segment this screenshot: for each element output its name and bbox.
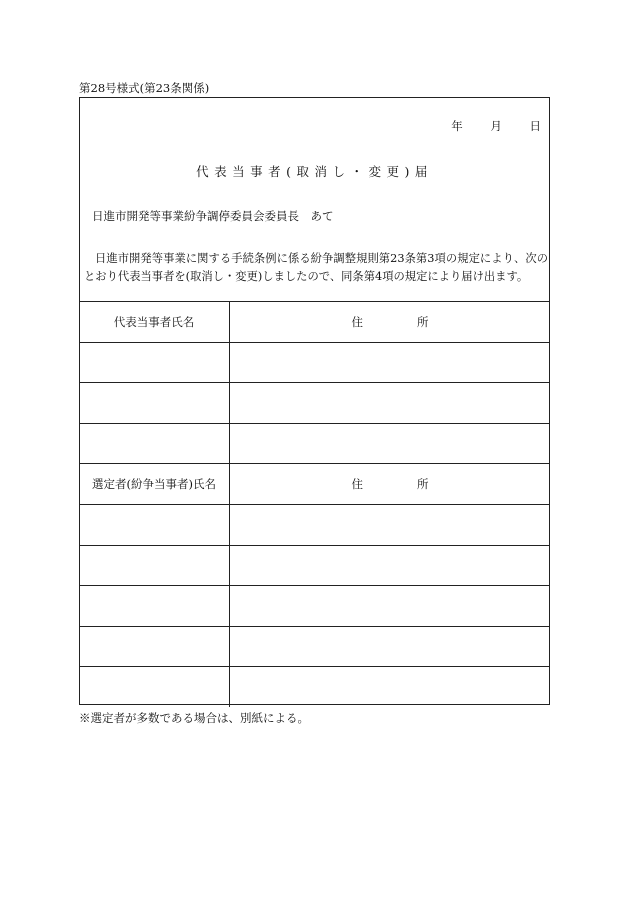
elector-name-header: 選定者(紛争当事者)氏名 [79, 464, 230, 505]
addressee: 日進市開発等事業紛争調停委員会委員長 あて [92, 209, 334, 223]
address-header-char-1: 住 [351, 477, 363, 492]
table-row [79, 626, 550, 667]
year-label: 年 [451, 119, 463, 133]
name-cell[interactable] [79, 342, 230, 383]
representative-table [79, 301, 550, 707]
table-row [79, 586, 550, 627]
month-label: 月 [490, 119, 502, 133]
name-cell[interactable] [79, 667, 230, 707]
name-cell[interactable] [79, 504, 230, 545]
body-text: 日進市開発等事業に関する手続条例に係る紛争調整規則第23条第3項の規定により、次のとおり代表当事者を(取消し・変更)しましたので、同条第4項の規定により届け出ます。 [84, 252, 548, 283]
name-cell[interactable] [79, 626, 230, 667]
address-header-char-2: 所 [417, 314, 429, 329]
table-row [79, 545, 550, 586]
table-row [79, 342, 550, 383]
address-cell[interactable] [230, 342, 551, 383]
table-header-row [79, 302, 550, 343]
address-cell[interactable] [230, 667, 551, 707]
name-cell[interactable] [79, 423, 230, 464]
footnote: ※選定者が多数である場合は、別紙による。 [79, 711, 309, 725]
table-row [79, 504, 550, 545]
table-row [79, 383, 550, 424]
name-cell[interactable] [79, 545, 230, 586]
address-header [230, 464, 551, 505]
form-number: 第28号様式(第23条関係) [79, 81, 210, 95]
address-cell[interactable] [230, 423, 551, 464]
address-header-char-2: 所 [417, 477, 429, 492]
date-line [79, 118, 541, 134]
address-header-char-1: 住 [351, 314, 363, 329]
address-cell[interactable] [230, 504, 551, 545]
representative-name-header: 代表当事者氏名 [79, 302, 230, 343]
table-row [79, 667, 550, 707]
table-row [79, 423, 550, 464]
table-header-row [79, 464, 550, 505]
address-cell[interactable] [230, 586, 551, 627]
address-header [230, 302, 551, 343]
address-cell[interactable] [230, 626, 551, 667]
day-label: 日 [529, 119, 541, 133]
document-title: 代表当事者(取消し・変更)届 [196, 164, 433, 179]
name-cell[interactable] [79, 586, 230, 627]
name-cell[interactable] [79, 383, 230, 424]
address-cell[interactable] [230, 545, 551, 586]
address-cell[interactable] [230, 383, 551, 424]
